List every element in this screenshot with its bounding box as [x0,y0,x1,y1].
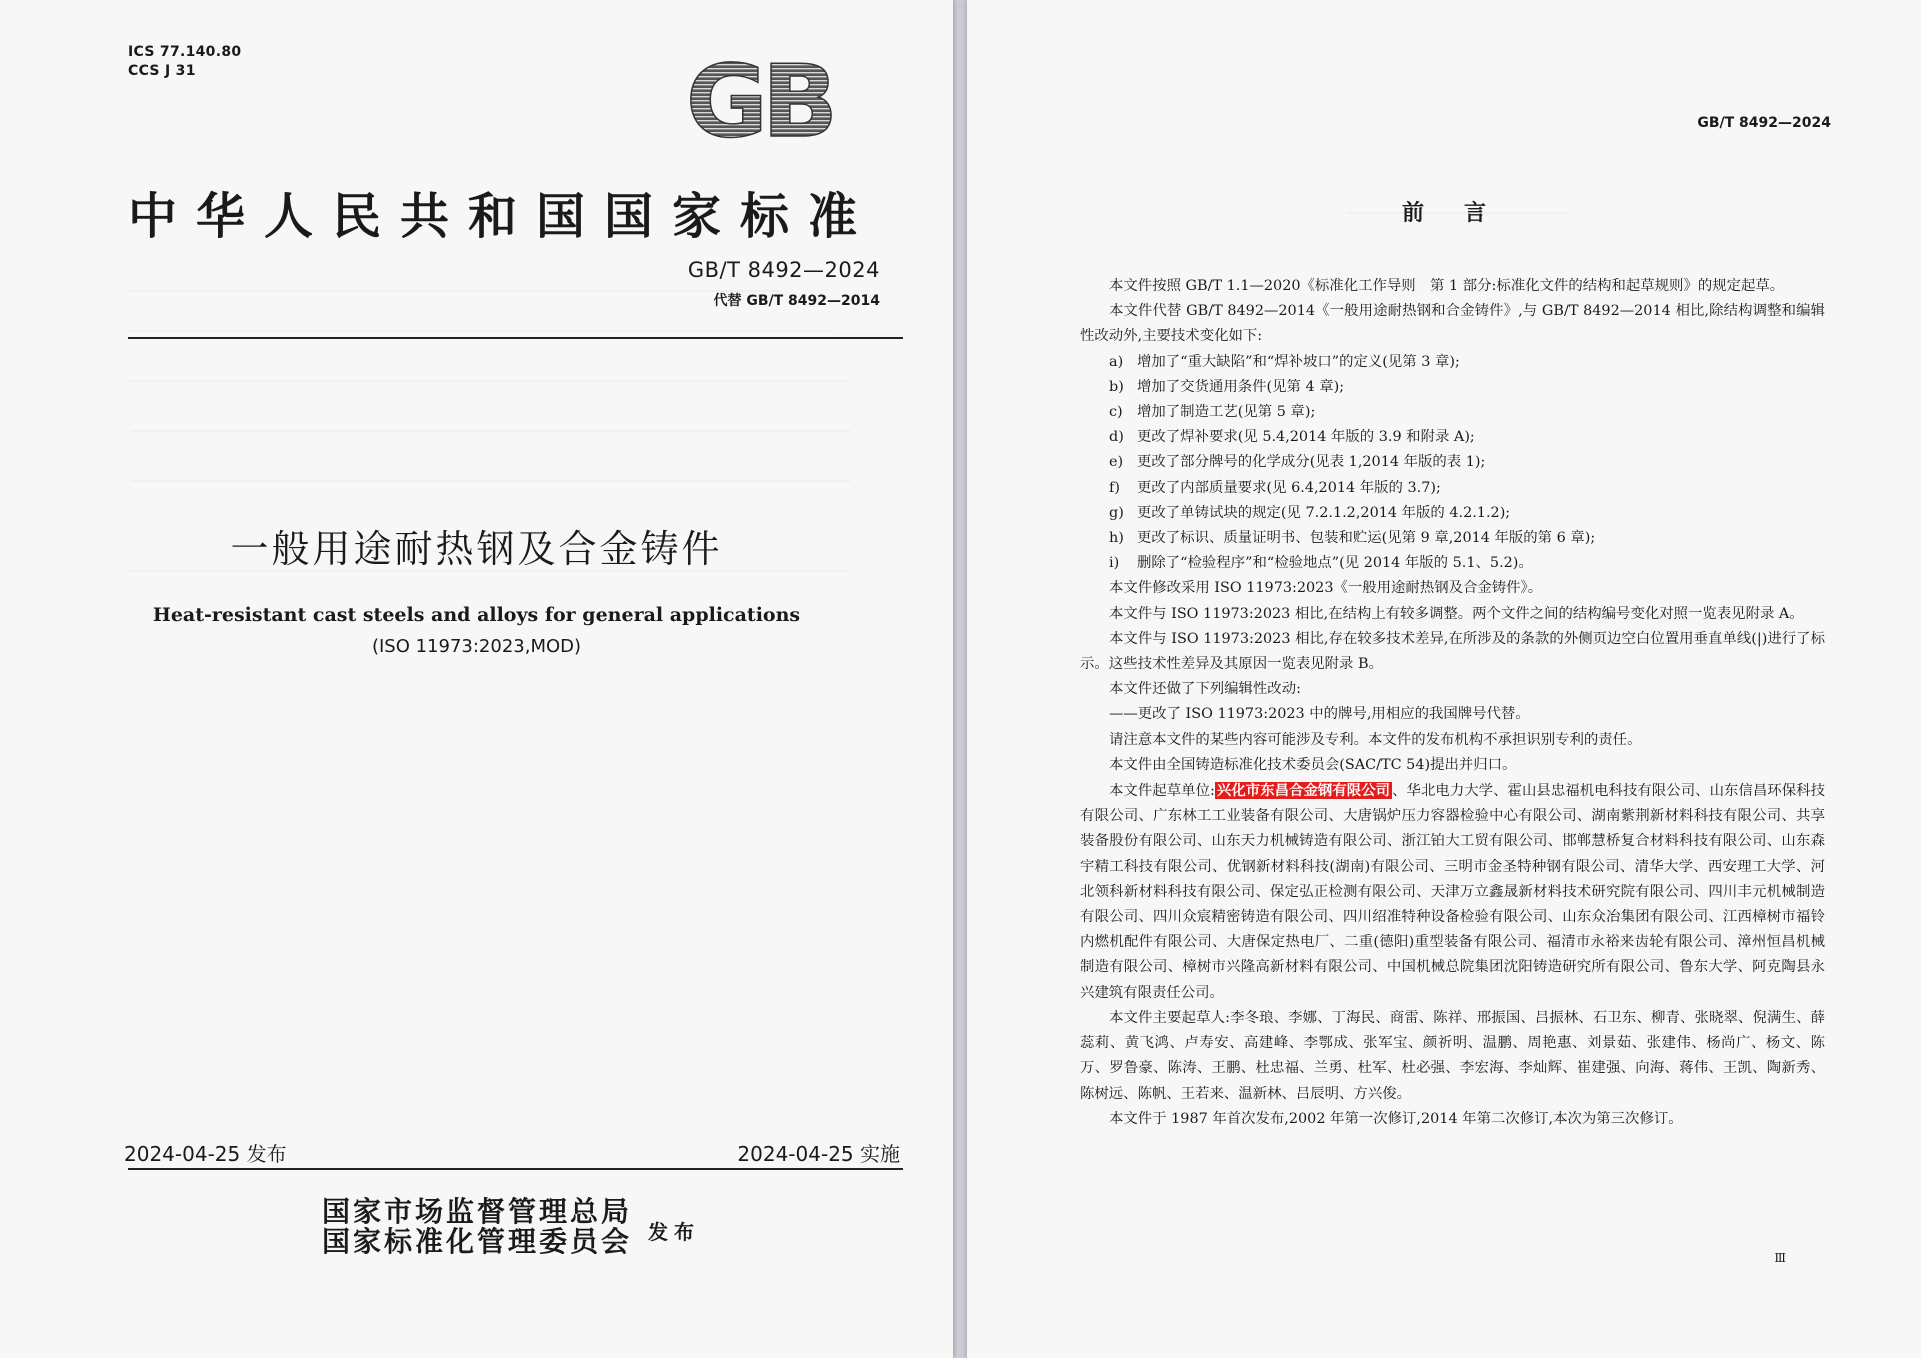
change-text: 更改了焊补要求(见 5.4,2014 年版的 3.9 和附录 A); [1137,429,1475,446]
change-text: 删除了“检验程序”和“检验地点”(见 2014 年版的 5.1、5.2)。 [1137,555,1533,572]
page-number: Ⅲ [1774,1251,1786,1265]
cover-page [0,0,953,1358]
para-adoption: 本文件修改采用 ISO 11973:2023《一般用途耐热钢及合金铸件》。 [1109,580,1543,597]
change-marker: b) [1109,378,1124,395]
change-marker: i) [1109,555,1120,572]
para-drafters: 本文件主要起草人:李冬琅、李娜、丁海民、商雷、陈祥、邢振国、吕振林、石卫东、柳青、张晓翠、倪满生、薛蕊莉、黄飞鸿、卢寿安、高建峰、李鄂成、张军宝、颜祈明、温鹏、周艳惠、刘景茹、张建伟、杨尚广、杨文、陈万、罗鲁豪、陈涛、王鹏、杜忠福、兰勇、杜军、杜必强、李宏海、李灿辉、崔建强、向海、蒋伟、王凯、陶新秀、陈树远、陈帆、王若来、温新林、吕辰明、方兴俊。 [1080,1009,1825,1102]
footer-rule [128,1168,903,1170]
change-marker: a) [1109,353,1124,370]
change-item [1080,350,1825,375]
para-drafting-units [1080,778,1825,1006]
ccs-code: CCS J 31 [128,63,196,79]
replaces-number: 代替 GB/T 8492—2014 [713,293,880,309]
bleed-through-line [130,380,850,382]
change-item [1080,450,1825,475]
change-marker: d) [1109,429,1124,446]
change-text: 更改了标识、质量证明书、包装和贮运(见第 9 章,2014 年版的第 6 章); [1137,530,1596,547]
publish-label: 发布 [648,1220,700,1244]
standard-number-block [688,258,880,310]
para-history: 本文件于 1987 年首次发布,2002 年第一次修订,2014 年第二次修订,本次为第三次修订。 [1109,1110,1683,1127]
gb-logo [664,52,854,144]
gb-logo-text: GB [685,52,833,144]
national-standard-title: 中华人民共和国国家标准 [128,187,877,245]
document-title-cn: 一般用途耐热钢及合金铸件 [230,527,723,571]
iso-reference: (ISO 11973:2023,MOD) [371,636,582,657]
bleed-through-line [130,430,850,432]
drafting-units-lead: 本文件起草单位: [1109,783,1215,800]
ics-code: ICS 77.140.80 [128,44,242,60]
change-marker: e) [1109,454,1124,471]
para-proposed-by: 本文件由全国铸造标准化技术委员会(SAC/TC 54)提出并归口。 [1109,756,1517,773]
editorial-item: ——更改了 ISO 11973:2023 中的牌号,用相应的我国牌号代替。 [1109,706,1530,723]
para-patent: 请注意本文件的某些内容可能涉及专利。本文件的发布机构不承担识别专利的责任。 [1109,731,1642,748]
header-rule [128,337,903,339]
change-marker: f) [1109,479,1120,496]
change-text: 增加了制造工艺(见第 5 章); [1137,404,1316,421]
page-header-number: GB/T 8492—2024 [1697,115,1831,131]
para-drafting-rules: 本文件按照 GB/T 1.1—2020《标准化工作导则 第 1 部分:标准化文件的结构和起草规则》的规定起草。 [1109,278,1785,294]
change-text: 更改了内部质量要求(见 6.4,2014 年版的 3.7); [1137,479,1441,496]
para-replaces: 本文件代替 GB/T 8492—2014《一般用途耐热钢和合金铸件》,与 GB/T 8492—2014 相比,除结构调整和编辑性改动外,主要技术变化如下: [1080,303,1825,345]
change-item [1080,526,1825,551]
classification-codes [128,43,241,81]
change-text: 增加了交货通用条件(见第 4 章); [1137,378,1345,395]
change-text: 更改了单铸试块的规定(见 7.2.1.2,2014 年版的 4.2.1.2); [1137,504,1511,521]
document-title-en: Heat-resistant cast steels and alloys for general applications [152,604,801,626]
para-editorial: 本文件还做了下列编辑性改动: [1109,681,1301,698]
change-text: 增加了“重大缺陷”和“焊补坡口”的定义(见第 3 章); [1137,353,1460,370]
change-item [1080,501,1825,526]
implementation-date: 2024-04-25 实施 [737,1142,900,1166]
para-structure: 本文件与 ISO 11973:2023 相比,在结构上有较多调整。两个文件之间的结构编号变化对照一览表见附录 A。 [1109,605,1804,622]
change-item [1080,375,1825,400]
issuing-authorities [322,1197,632,1257]
highlighted-company: 兴化市东昌合金钢有限公司 [1216,782,1391,800]
preface-title: 前言 [1401,200,1526,226]
para-technical-differences: 本文件与 ISO 11973:2023 相比,存在较多技术差异,在所涉及的条款的外侧页边空白位置用垂直单线(|)进行了标示。这些技术性差异及其原因一览表见附录 B。 [1080,630,1825,673]
change-item [1080,400,1825,425]
standard-number: GB/T 8492—2024 [687,258,880,282]
bleed-through-line [130,480,850,482]
change-marker: g) [1109,504,1124,521]
change-item [1080,425,1825,450]
bleed-through-line [130,290,780,292]
change-item [1080,476,1825,501]
bleed-through-line [130,330,830,332]
change-marker: c) [1109,404,1123,421]
issuer-samr: 国家市场监督管理总局 [322,1195,633,1228]
preface-page [967,0,1921,1358]
drafting-units-list: 、华北电力大学、霍山县忠福机电科技有限公司、山东信昌环保科技有限公司、广东林工工业装备有限公司、大唐锅炉压力容器检验中心有限公司、湖南紫荆新材料科技有限公司、共享装备股份有限公司、山东天力机械铸造有限公司、浙江铂大工贸有限公司、邯郸慧桥复合材料科技有限公司、山东森宇精工科技有限公司、优钢新材料科技(湖南)有限公司、三明市金圣特种钢有限公司、清华大学、西安理工大学、河北领科新材料科技有限公司、保定弘正检测有限公司、天津万立鑫晟新材料技术研究院有限公司、四川丰元机械制造有限公司、四川众宸精密铸造有限公司、四川绍准特种设备检验有限公司、山东众冶集团有限公司、江西樟树市福铃内燃机配件有限公司、大唐保定热电厂、二重(德阳)重型装备有限公司、福清市永裕来齿轮有限公司、漳州恒昌机械制造有限公司、樟树市兴隆高新材料有限公司、中国机械总院集团沈阳铸造研究所有限公司、鲁东大学、阿克陶县永兴建筑有限责任公司。 [1080,783,1825,1001]
issuer-sac: 国家标准化管理委员会 [322,1225,633,1258]
change-text: 更改了部分牌号的化学成分(见表 1,2014 年版的表 1); [1137,454,1486,471]
issue-date: 2024-04-25 发布 [124,1142,287,1166]
preface-body [1080,274,1825,1132]
change-marker: h) [1109,530,1124,547]
change-item [1080,551,1825,576]
